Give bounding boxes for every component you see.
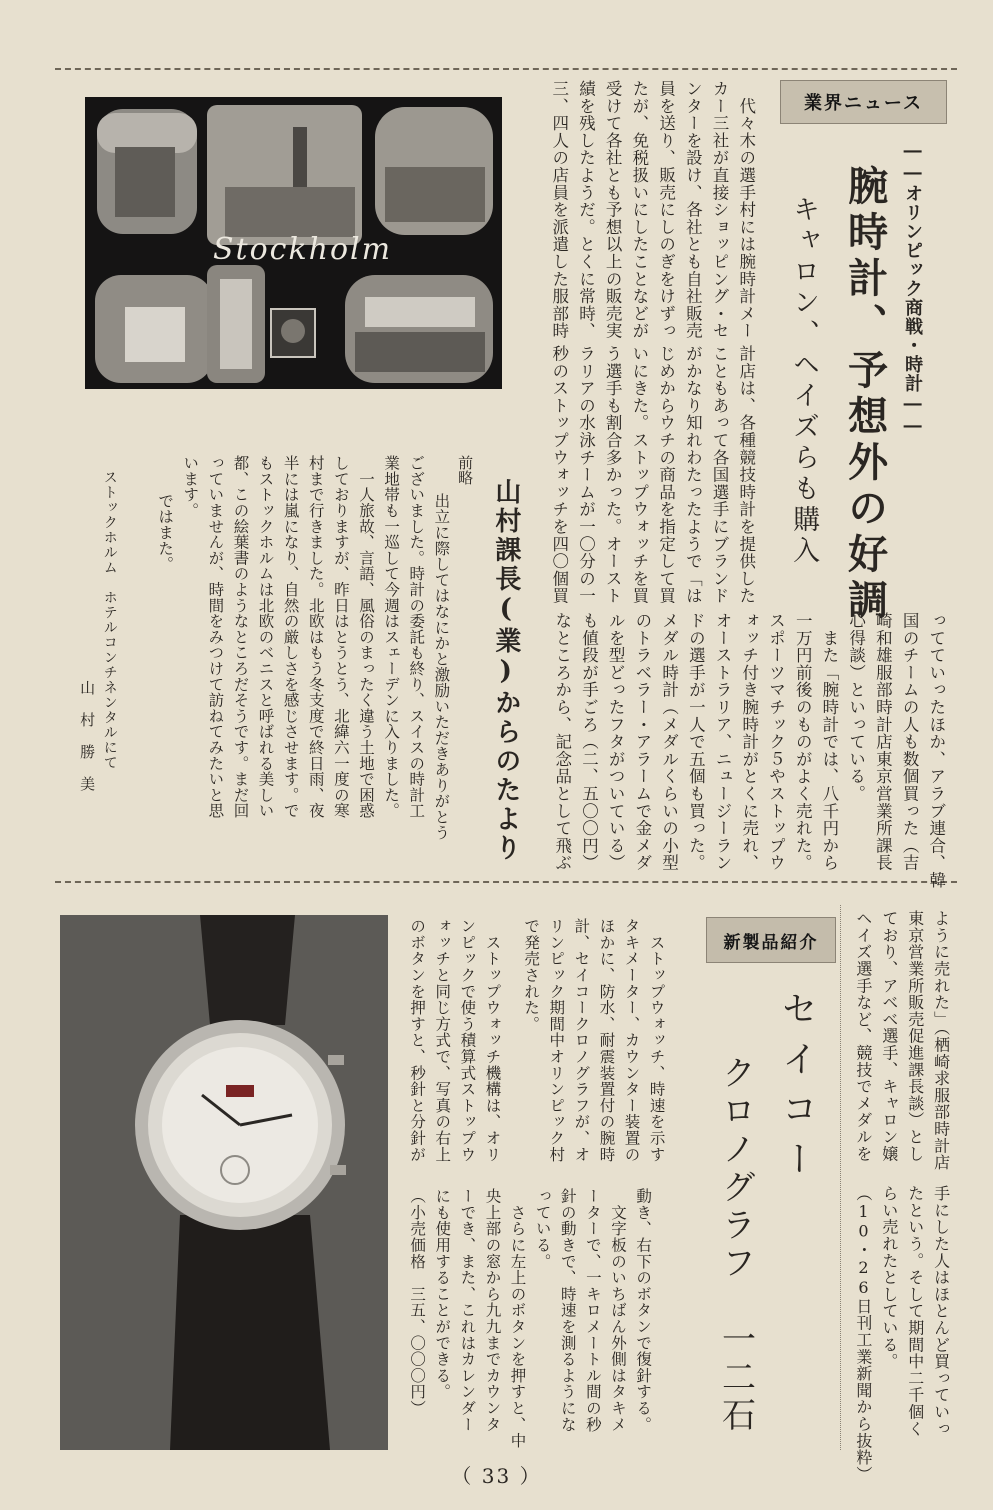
text-line: たという。そして期間中二千個く (905, 1185, 925, 1437)
text-line: 手にした人はほとんど買っていっ (931, 1185, 951, 1437)
text-line: っていませんが、時間をみつけて訪ねてみたいと思 (206, 455, 225, 819)
text-line: タキメーター、カウンター装置の (622, 918, 641, 1163)
story-headline: 腕時計、予想外の好調 (841, 165, 889, 625)
text-line: ほかに、防水、耐震装置付の腕時 (597, 918, 616, 1163)
text-line: ってていったほか、アラブ連合、韓 (926, 612, 946, 889)
text-line: がかなり知れわたったようで「は (683, 345, 703, 605)
story-kicker: ――オリンピック商戦・時計―― (902, 140, 924, 437)
column-divider (840, 905, 841, 1450)
text-line: のトラベラー・アラームで金メダ (632, 612, 652, 872)
text-line: で発売された。 (522, 918, 541, 1033)
text-line: 代々木の選手村には腕時計メー (736, 80, 756, 340)
category-tag-new-product (706, 917, 836, 963)
text-line: らい売れたとしている。 (879, 1185, 899, 1370)
text-line: ように売れた」（栖崎求服部時計店 (931, 910, 951, 1171)
text-line: ンターを設け、各社とも自社販売 (683, 80, 703, 340)
text-line: なところから、記念品として飛ぶ (552, 612, 572, 872)
text-line: 半には嵐になり、自然の厳しさを感じさせます。で (281, 455, 300, 819)
text-line: じめからウチの商品を指定して買 (656, 345, 676, 605)
text-line: こともあって各国選手にブランド (710, 345, 730, 605)
text-line: 崎和雄服部時計店東京営業所課長 (873, 612, 893, 872)
product-body-a (518, 918, 669, 1163)
category-tag-label: 業界ニュース (803, 93, 924, 114)
text-line: 文字板のいちばん外側はタキメ (608, 1188, 627, 1433)
stockholm-postcard-image (85, 97, 502, 389)
text-line: っている。 (533, 1188, 552, 1270)
text-line: しておりますが、昨日はとうとう、北緯六一度の寒 (331, 455, 350, 819)
text-line: リンピック期間中オリンピック村 (547, 918, 566, 1163)
story-body-far-right-bottom (850, 1185, 954, 1483)
text-line: のボタンを押すと、秒針と分針が (408, 918, 427, 1163)
story-body-middle (545, 80, 759, 340)
text-line: ーターで、一キロメートル間の秒 (583, 1188, 602, 1433)
text-line: 東京営業所販売促進課長談）とし (905, 910, 925, 1162)
text-line: スポーツマチック５やストップウ (766, 612, 786, 872)
text-line: さらに左上のボタンを押すと、中 (508, 1188, 527, 1449)
category-tag-label: 新製品紹介 (723, 932, 819, 953)
text-line: 秒のストップウォッチを四〇個買 (549, 345, 569, 605)
text-line: ルを型どったフタがついている） (606, 612, 626, 872)
postcard-caption: Stockholm (213, 232, 393, 267)
text-line: オーストラリア、ニュージーラン (713, 612, 733, 872)
text-line: ドの選手が一人で五個も買った。 (686, 612, 706, 872)
category-tag-industry-news (780, 80, 947, 124)
text-line: メダル時計（メダルくらいの小型 (659, 612, 679, 872)
text-line: ラリアの水泳チームが一〇分の一 (576, 345, 596, 605)
story-body-right-bottom (850, 910, 954, 1171)
text-line: また「腕時計では、八千円から (819, 612, 839, 872)
watch-illustration (60, 915, 388, 1450)
product-body-b (404, 918, 504, 1163)
text-line: ございました。時計の委託も終り、スイスの時計工 (407, 455, 426, 819)
text-line: 村まで行きました。北欧はもう冬支度で終日雨、夜 (306, 455, 325, 819)
text-line: 心得談）といっている。 (846, 612, 866, 803)
letter-closing: ではまた。 (156, 477, 175, 572)
product-body-c (404, 1188, 655, 1449)
story-body-right (548, 612, 949, 889)
text-line: も値段が手ごろ（二、五〇〇円） (579, 612, 599, 872)
text-line: 央上部の窓から九九までカウンタ (483, 1188, 502, 1433)
text-line: 針の動きで、時速を測るようにな (558, 1188, 577, 1433)
seiko-chronograph-photo (60, 915, 388, 1450)
letter-greeting: 前略 (456, 455, 475, 485)
text-line: いにきた。ストップウォッチを買 (629, 345, 649, 605)
text-line: カー三社が直接ショッピング・セ (710, 80, 730, 340)
text-line: ヘイズ選手など、競技でメダルを (853, 910, 873, 1162)
text-line: たが、免税扱いにしたことなどが (629, 80, 649, 340)
text-line: 業地帯も一巡して今週はスェーデンに入りました。 (382, 455, 401, 819)
text-line: にも使用することができる。 (433, 1188, 452, 1400)
text-line: 計店は、各種競技時計を提供した (736, 345, 756, 605)
text-line: 動き、右下のボタンで復針する。 (634, 1188, 653, 1433)
text-line: ーでき、また、これはカレンダー (458, 1188, 477, 1433)
text-line: 績を残したようだ。とくに常時、 (576, 80, 596, 340)
text-line: 受けて各社とも予想以上の販売実 (603, 80, 623, 340)
text-line: 出立に際してはなにかと激励いただきありがとう (432, 477, 451, 841)
text-line: 員を送り、販売にしのぎをけずっ (656, 80, 676, 340)
text-line: ォッチと同じ方式で、写真の右上 (433, 918, 452, 1163)
text-line: （10・26日刊工業新聞から抜粋） (853, 1185, 873, 1483)
text-line: 都、この絵葉書のようなところだそうです。まだ回 (231, 455, 250, 819)
text-line: 一万円前後のものがよく売れた。 (793, 612, 813, 872)
text-line: 三、四人の店員を派遣した服部時 (549, 80, 569, 340)
text-line: 計、セイコークロノグラフが、オ (572, 918, 591, 1163)
text-line: ンピックで使う積算式ストップウ (458, 918, 477, 1163)
letter-headline: 山村課長(業)からのたより (490, 478, 521, 863)
text-line: （小売価格 三五、〇〇〇円） (408, 1188, 427, 1417)
letter-body (152, 455, 453, 840)
letter-signature: 山 村 勝 美 (78, 680, 97, 792)
text-line: います。 (181, 455, 200, 519)
story-body-middle-lower (545, 345, 759, 605)
text-line: う選手も割合多かった。オースト (603, 345, 623, 605)
text-line: 国のチームの人も数個買った（吉 (900, 612, 920, 872)
text-line: ており、アベベ選手、キャロン嬢 (879, 910, 899, 1162)
text-line: 一人旅故、言語、風俗のまったく違う土地で困惑 (356, 455, 375, 819)
product-title-seiko: セイコー (776, 990, 818, 1190)
text-line: ォッチ付き腕時計がとくに売れ、 (739, 612, 759, 872)
letter-location: ストックホルム ホテルコンチネンタルにて (101, 470, 118, 770)
text-line: もストックホルムは北欧のベニスと呼ばれる美しい (256, 455, 275, 819)
story-subheadline: キャロン、ヘイズらも購入 (788, 195, 820, 567)
page-number: （ 33 ） (451, 1464, 542, 1488)
text-line: ストップウォッチ機構は、オリ (483, 918, 502, 1163)
text-line: ストップウォッチ、時速を示す (647, 918, 666, 1163)
product-title-chronograph: クロノグラフ 一二石 (715, 1055, 756, 1435)
